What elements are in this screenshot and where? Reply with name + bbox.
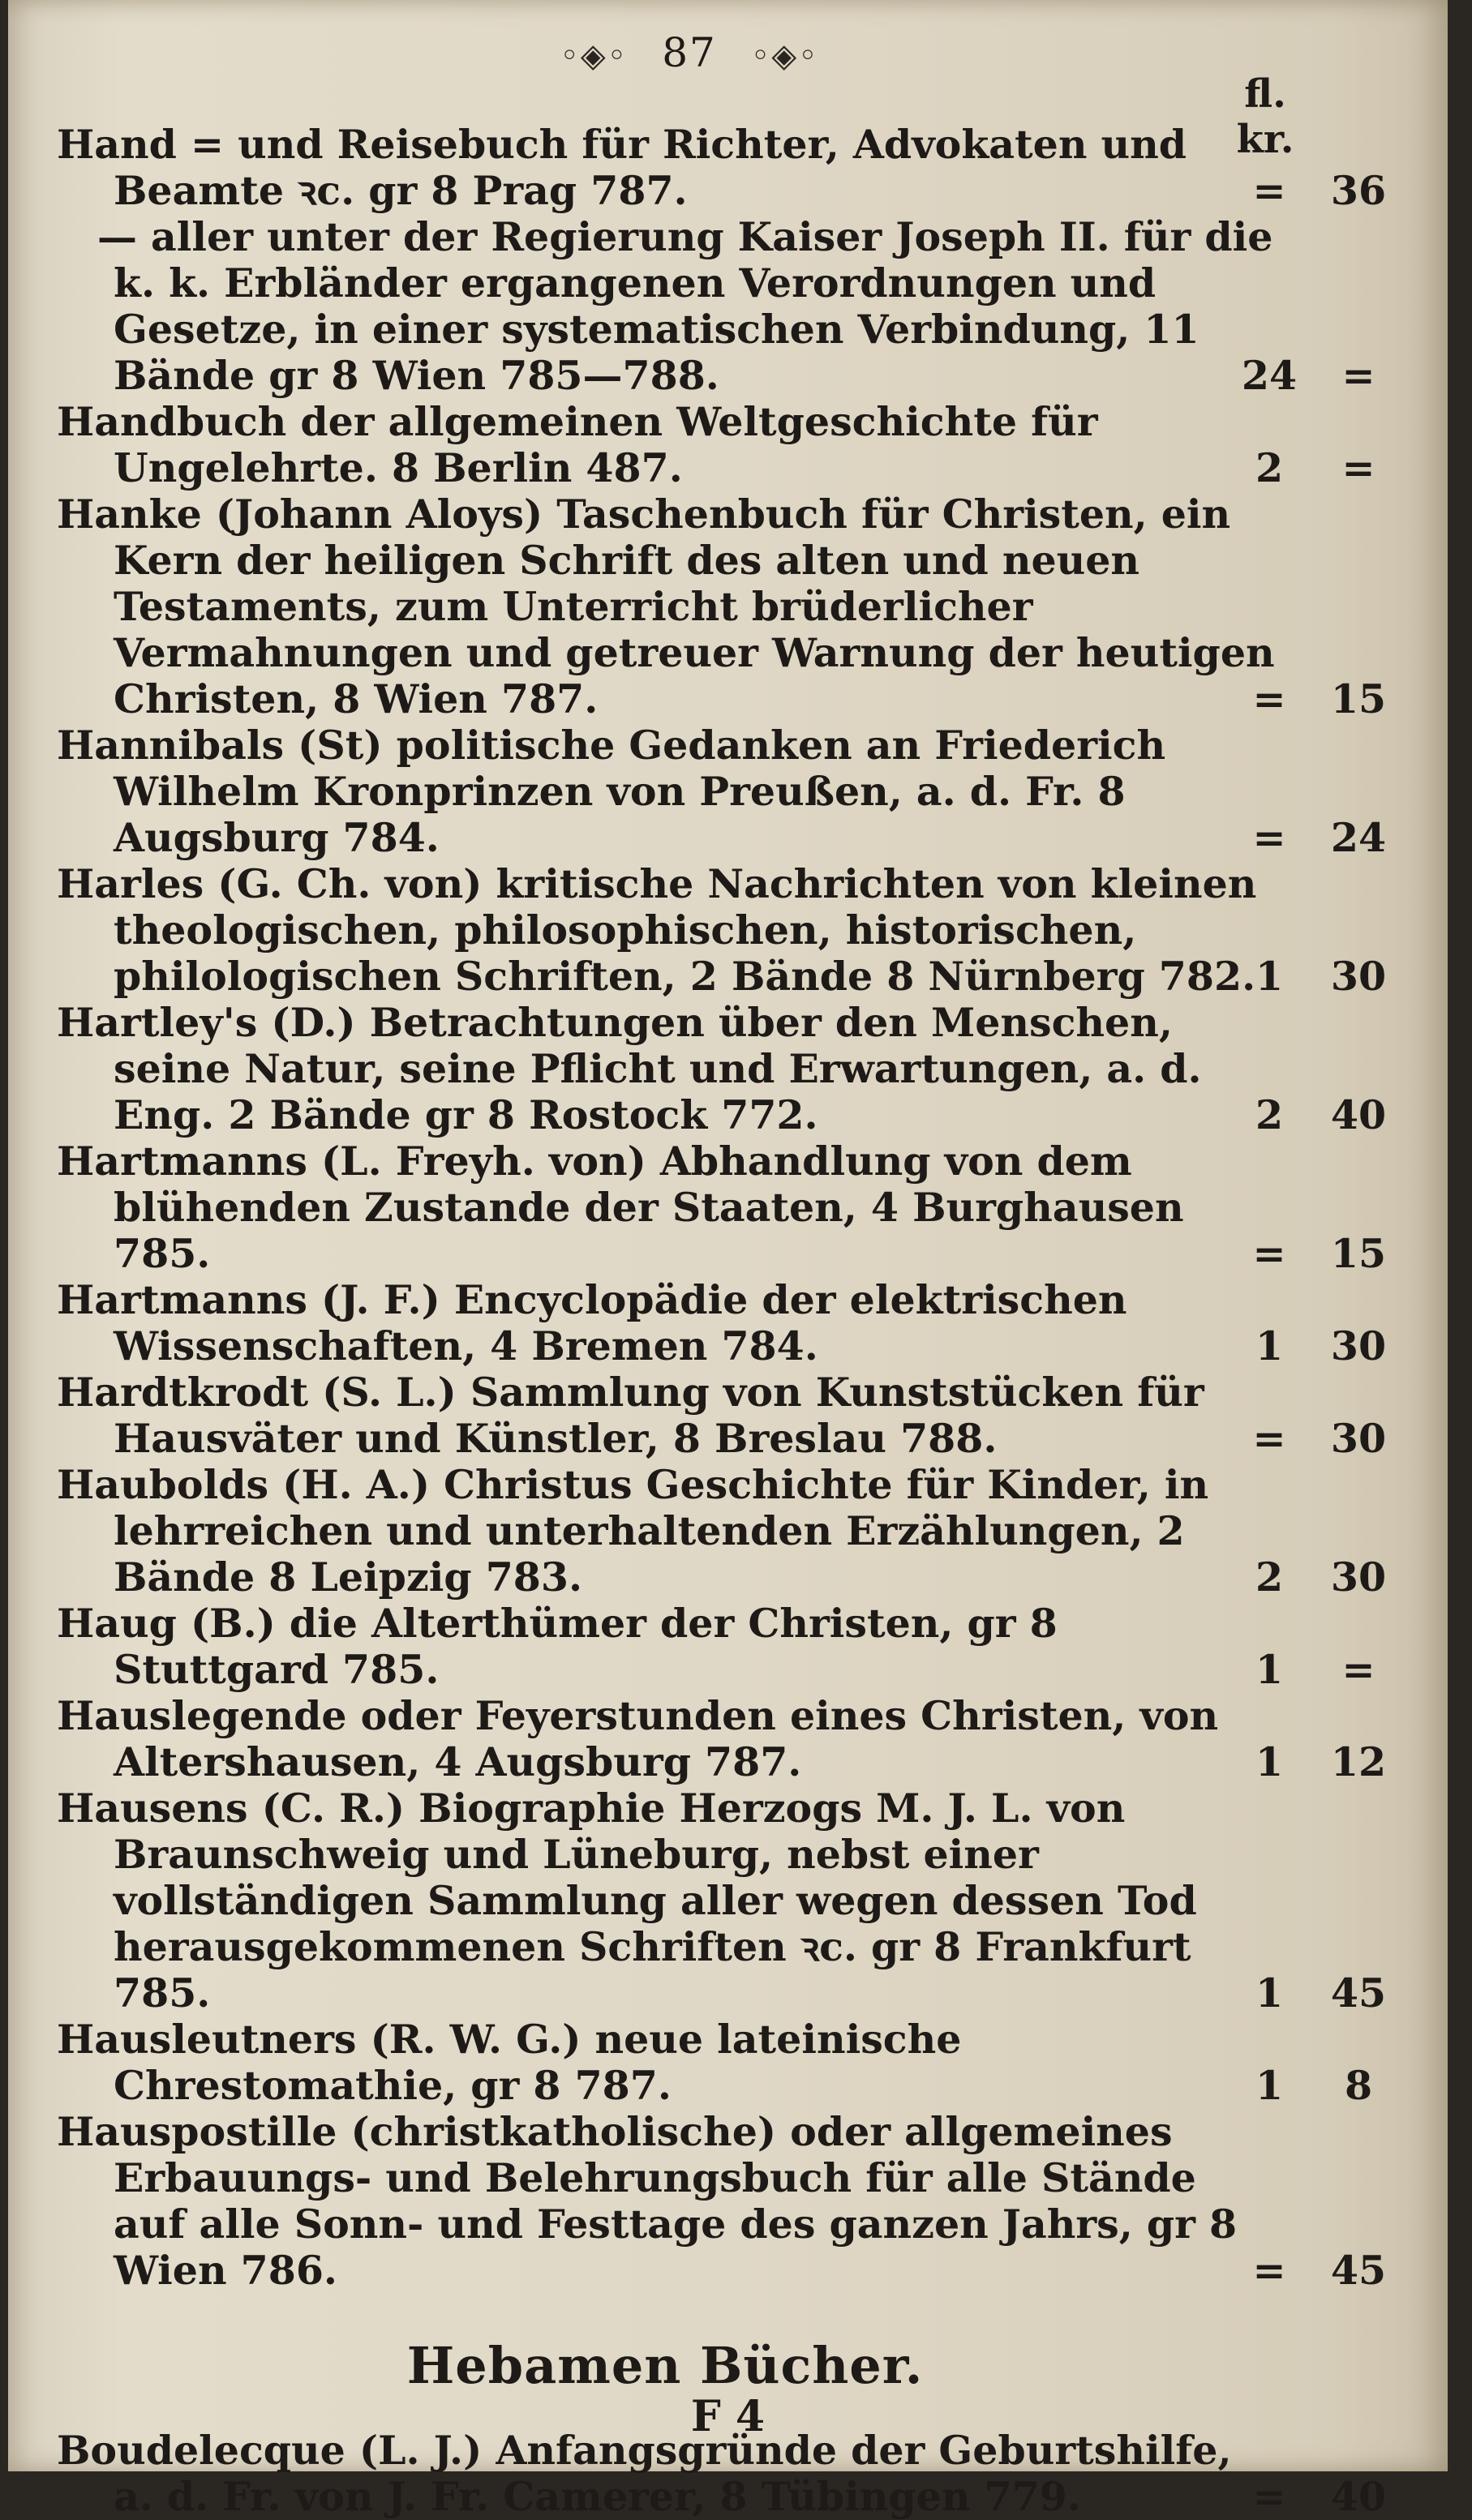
catalog-entry bbox=[57, 491, 1403, 722]
price-florin: 2 bbox=[1255, 1091, 1284, 1138]
catalog-entry bbox=[57, 1369, 1403, 1462]
price-florin: = bbox=[1252, 2473, 1286, 2520]
entry-text: Hauspostille (christkatholische) oder allgemeines Erbauungs- und Belehrungsbuch für alle Stände auf alle Sonn- und Festtage des ganzen Jahrs, gr 8 Wien 786. bbox=[57, 2108, 1238, 2294]
book-page bbox=[8, 0, 1448, 2520]
entry-price bbox=[1225, 1554, 1403, 1601]
price-kreuzer: 45 bbox=[1330, 2247, 1387, 2294]
column-kreuzer-label: kr. bbox=[1236, 117, 1294, 162]
entry-text: — aller unter der Regierung Kaiser Joseph II. für die k. k. Erbländer ergangenen Verordnungen und Gesetze, in einer systematischen Verbindung, 11 Bände gr 8 Wien 785—788. bbox=[97, 213, 1273, 399]
catalog-entries bbox=[57, 122, 1403, 2520]
entry-price bbox=[1225, 1323, 1403, 1369]
entry-text: Hand = und Reisebuch für Richter, Advokaten und Beamte ꝛc. gr 8 Prag 787. bbox=[57, 121, 1187, 214]
entry-text: Hardtkrodt (S. L.) Sammlung von Kunststücken für Hausväter und Künstler, 8 Breslau 788. bbox=[57, 1369, 1204, 1462]
entry-text: Hartmanns (J. F.) Encyclopädie der elektrischen Wissenschaften, 4 Bremen 784. bbox=[57, 1276, 1127, 1369]
price-florin: 1 bbox=[1255, 1646, 1284, 1693]
catalog-entry bbox=[57, 1000, 1403, 1138]
catalog-entry bbox=[57, 399, 1403, 491]
catalog-entry bbox=[57, 1693, 1403, 1785]
entry-price bbox=[1225, 676, 1403, 722]
entry-text: Haubolds (H. A.) Christus Geschichte für Kinder, in lehrreichen und unterhaltenden Erzählungen, 2 Bände 8 Leipzig 783. bbox=[57, 1461, 1209, 1601]
entry-price bbox=[1225, 1416, 1403, 1462]
price-kreuzer: 30 bbox=[1330, 1415, 1387, 1462]
catalog-entry bbox=[57, 2428, 1403, 2520]
catalog-entry bbox=[57, 722, 1403, 861]
ornament-left: ◦◈◦ bbox=[560, 37, 629, 75]
price-florin: = bbox=[1252, 167, 1286, 214]
price-kreuzer: 12 bbox=[1330, 1738, 1387, 1785]
catalog-entry bbox=[57, 1277, 1403, 1369]
price-kreuzer: 45 bbox=[1330, 1969, 1387, 2016]
entry-price bbox=[1225, 1231, 1403, 1277]
entry-price bbox=[1225, 954, 1403, 1000]
signature-mark: F 4 bbox=[690, 2392, 766, 2441]
price-florin: 2 bbox=[1255, 1554, 1284, 1601]
catalog-entry bbox=[57, 1138, 1403, 1277]
price-florin: 24 bbox=[1241, 352, 1298, 399]
entry-text: Hausleutners (R. W. G.) neue lateinische Chrestomathie, gr 8 787. bbox=[57, 2016, 962, 2109]
entry-price bbox=[1225, 168, 1403, 214]
price-florin: = bbox=[1252, 675, 1286, 722]
entry-price bbox=[1225, 815, 1403, 861]
entry-price bbox=[1225, 1092, 1403, 1138]
entry-price bbox=[1225, 353, 1403, 399]
page-number: 87 bbox=[662, 29, 717, 76]
column-florin-label: fl. bbox=[1244, 71, 1286, 117]
entry-price bbox=[1225, 1647, 1403, 1693]
price-kreuzer: 30 bbox=[1330, 953, 1387, 1000]
price-kreuzer: 40 bbox=[1330, 1091, 1387, 1138]
price-kreuzer: 40 bbox=[1330, 2473, 1387, 2520]
entry-price bbox=[1225, 2063, 1403, 2109]
entry-text: Hartley's (D.) Betrachtungen über den Menschen, seine Natur, seine Pflicht und Erwartungen, a. d. Eng. 2 Bände gr 8 Rostock 772. bbox=[57, 999, 1202, 1138]
catalog-entry bbox=[57, 2016, 1403, 2109]
catalog-entry bbox=[57, 2109, 1403, 2294]
price-kreuzer: = bbox=[1341, 352, 1375, 399]
page-header bbox=[8, 29, 1371, 76]
price-florin: = bbox=[1252, 1230, 1286, 1277]
entry-text: Haug (B.) die Alterthümer der Christen, gr 8 Stuttgard 785. bbox=[57, 1600, 1058, 1693]
price-florin: 1 bbox=[1255, 1738, 1284, 1785]
price-florin: 1 bbox=[1255, 953, 1284, 1000]
entry-text: Hauslegende oder Feyerstunden eines Christen, von Altershausen, 4 Augsburg 787. bbox=[57, 1692, 1219, 1785]
catalog-entry bbox=[57, 122, 1403, 214]
catalog-entry bbox=[57, 1601, 1403, 1693]
price-florin: 2 bbox=[1255, 444, 1284, 491]
entry-text: Harles (G. Ch. von) kritische Nachrichten von kleinen theologischen, philosophischen, historischen, philologischen Schriften, 2 Bände 8 Nürnberg 782. bbox=[57, 860, 1257, 1000]
entry-text: Hannibals (St) politische Gedanken an Friederich Wilhelm Kronprinzen von Preußen, a. d. Fr. 8 Augsburg 784. bbox=[57, 722, 1166, 861]
price-kreuzer: = bbox=[1341, 1646, 1375, 1693]
section-heading: Hebamen Bücher. bbox=[406, 2336, 924, 2395]
entry-price bbox=[1225, 2248, 1403, 2294]
price-florin: = bbox=[1252, 2247, 1286, 2294]
price-florin: = bbox=[1252, 1415, 1286, 1462]
ornament-right: ◦◈◦ bbox=[750, 37, 819, 75]
entry-text: Hartmanns (L. Freyh. von) Abhandlung von dem blühenden Zustande der Staaten, 4 Burghausen 785. bbox=[57, 1138, 1184, 1277]
entry-text: Hausens (C. R.) Biographie Herzogs M. J. L. von Braunschweig und Lüneburg, nebst einer vollständigen Sammlung aller wegen dessen Tod herausgekommenen Schriften ꝛc. gr 8 Frankfurt 785. bbox=[57, 1785, 1197, 2016]
entry-price bbox=[1225, 1739, 1403, 1785]
entry-price bbox=[1225, 445, 1403, 491]
entry-price bbox=[1225, 2474, 1403, 2520]
price-kreuzer: 36 bbox=[1330, 167, 1387, 214]
catalog-entry bbox=[57, 861, 1403, 1000]
price-florin: 1 bbox=[1255, 1969, 1284, 2016]
price-kreuzer: 30 bbox=[1330, 1554, 1387, 1601]
catalog-entry bbox=[57, 214, 1403, 399]
entry-text: Boudelecque (L. J.) Anfangsgründe der Geburtshilfe, a. d. Fr. von J. Fr. Camerer, 8 Tübingen 779. bbox=[57, 2427, 1232, 2520]
price-kreuzer: 15 bbox=[1330, 1230, 1387, 1277]
catalog-entry bbox=[57, 1785, 1403, 2016]
price-kreuzer: 15 bbox=[1330, 675, 1387, 722]
entry-price bbox=[1225, 1970, 1403, 2016]
entry-text: Handbuch der allgemeinen Weltgeschichte für Ungelehrte. 8 Berlin 487. bbox=[57, 398, 1098, 491]
entry-text: Hanke (Johann Aloys) Taschenbuch für Christen, ein Kern der heiligen Schrift des alten und neuen Testaments, zum Unterricht brüderlicher Vermahnungen und getreuer Warnung der heutigen Christen, 8 Wien 787. bbox=[57, 491, 1275, 722]
price-florin: = bbox=[1252, 814, 1286, 861]
catalog-entry bbox=[57, 1462, 1403, 1601]
price-kreuzer: 8 bbox=[1344, 2062, 1373, 2109]
price-kreuzer: = bbox=[1341, 444, 1375, 491]
price-kreuzer: 30 bbox=[1330, 1322, 1387, 1369]
price-florin: 1 bbox=[1255, 2062, 1284, 2109]
price-kreuzer: 24 bbox=[1330, 814, 1387, 861]
price-florin: 1 bbox=[1255, 1322, 1284, 1369]
